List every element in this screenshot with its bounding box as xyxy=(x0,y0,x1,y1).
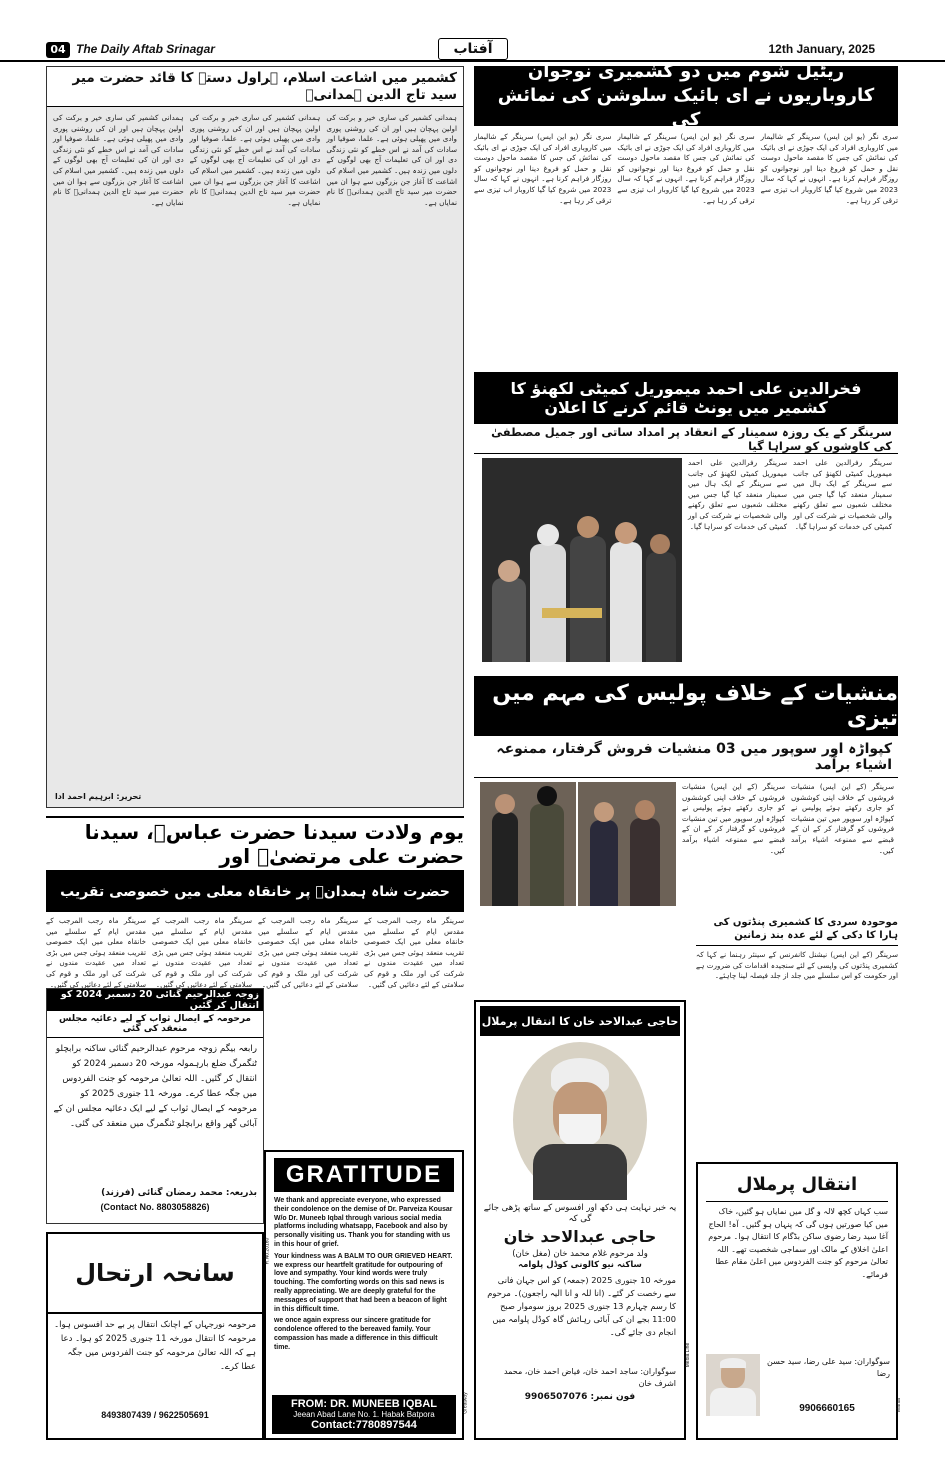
article-ebike-column-1: سری نگر (یو این ایس) سرینگر کے شالیمار میں کاروباری افراد کی ایک جوڑی نے ای بائیک کی نمائش کی جس کا مقصد ماحول دوست نقل و حمل کو فروغ دینا اور نوجوانوں کو روزگار فراہم کرنا ہے۔ انہوں نے کہا کہ سال 2023 میں شروع کیا گیا کاروبار اب تیزی سے ترقی کر رہا ہے۔ xyxy=(760,132,898,205)
obit-rizvi-title: انتقال پرملال xyxy=(706,1164,888,1202)
paper-name: The Daily Aftab Srinagar xyxy=(76,42,215,56)
article-memorial-column-1: سرینگر رفرالدین علی احمد میموریل کمیٹی لکھنؤ کی جانب سے سرینگر کے ایک ہال میں سمینار منعقد کیا گیا جس میں مختلف شعبوں سے تعلق رکھنے والی شخصیات نے شرکت کی اور کمیٹی کی خدمات کو سراہا گیا۔ xyxy=(793,458,892,531)
article-khanqah-column-1: سرینگر ماہ رجب المرجب کے مقدس ایام کے سلسلے میں خانقاہ معلی میں ایک خصوصی تقریب منعقد ہوئی جس میں بڑی تعداد میں عقیدت مندوں نے شرکت کی اور ملک و قوم کی سلامتی کے لئے دعائیں کی گئیں۔ xyxy=(364,916,464,989)
obit-rabia-subtitle: مرحومہ کے ایصال ثواب کے لیے دعائیہ مجلس منعقد کی گئی xyxy=(47,1011,263,1038)
gratitude-code: R.No.20160 xyxy=(264,1237,271,1265)
gratitude-text xyxy=(266,1192,462,1353)
obit-rizvi-side-mark: Marsa xyxy=(896,1398,903,1412)
obit-sanha xyxy=(46,1232,264,1440)
article-khanqah-column-3: سرینگر ماہ رجب المرجب کے مقدس ایام کے سلسلے میں خانقاہ معلی میں ایک خصوصی تقریب منعقد ہوئی جس میں بڑی تعداد میں عقیدت مندوں نے شرکت کی اور ملک و قوم کی سلامتی کے لئے دعائیں کی گئیں۔ xyxy=(152,916,252,989)
obit-sanha-phones: 8493807439 / 9622505691 xyxy=(101,1410,209,1420)
article-memorial xyxy=(474,372,898,668)
gratitude-contact: Contact:7780897544 xyxy=(311,1419,417,1431)
article-drugs-column-1: سرینگر (کے این ایس) منشیات فروشوں کے خلاف اپنی کوششوں کو جاری رکھتے ہوئے پولیس نے کپواڑہ اور سوپور میں تین منشیات فروشوں کو گرفتار کر کے ان کے قبضے سے ممنوعہ اشیاء برآمد کیں۔ xyxy=(791,782,894,855)
gratitude-from: FROM: DR. MUNEEB IQBAL xyxy=(290,1398,438,1410)
article-drugs xyxy=(474,676,898,906)
article-ebike-title: ریٹیل شوم میں دو کشمیری نوجوان کاروباریوں نے ای بائیک سلوشن کی نمائش کی xyxy=(474,66,898,126)
obit-rizvi-body: سب کہاں کچھ لالہ و گل میں نمایاں ہو گئیں، خاک میں کیا صورتیں ہوں گی کہ پنہاں ہو گئیں۔ آہ! الحاج آغا سید رضا رضوی ساکن بڈگام کا انتقال ہوا۔ مرحوم اعلیٰ اخلاق کے مالک اور سماجی شخصیت تھے۔ اللہ تعالیٰ مرحوم کو جنت الفردوس میں اعلیٰ مقام عطا فرمائے۔ xyxy=(708,1207,888,1279)
article-memorial-title: فخرالدین علی احمد میموریل کمیٹی لکھنؤ کا کشمیر میں یونٹ قائم کرنے کا اعلان xyxy=(474,372,898,424)
obit-sanha-title: سانحہ ارتحال xyxy=(48,1234,262,1314)
deceased-portrait xyxy=(513,1042,647,1198)
article-ebike-columns xyxy=(474,126,898,362)
article-khanqah-column-2: سرینگر ماہ رجب المرجب کے مقدس ایام کے سلسلے میں خانقاہ معلی میں ایک خصوصی تقریب منعقد ہوئی جس میں بڑی تعداد میں عقیدت مندوں نے شرکت کی اور ملک و قوم کی سلامتی کے لئے دعائیں کی گئیں۔ xyxy=(258,916,358,989)
obit-abdul-ahad-intro: یہ خبر نہایت ہی دکھ اور افسوس کے ساتھ پڑھی جائے گی کہ xyxy=(483,1203,677,1224)
obit-rizvi-phone: 9906660165 xyxy=(799,1403,855,1414)
page-number: 04 xyxy=(46,42,70,58)
obit-sanha-body: مرحومہ نورجہاں کے اچانک انتقال پر بے حد افسوس ہوا۔ مرحومہ کا انتقال مورخہ 11 جنوری 2025 کو ہوا۔ دعا ہے کہ اللہ تعالیٰ مرحومہ کو جنت الفردوس میں جگہ عطا کرے۔ xyxy=(54,1320,256,1372)
deceased-portrait-rizvi xyxy=(706,1354,760,1416)
obit-abdul-ahad-phone: فون نمبر: 9906507076 xyxy=(524,1392,636,1402)
article-pandits-title: موحودہ سردی کا کشمیری پنڈتوں کی ہارا کا دکی کے لئے عدہ بند زمانین xyxy=(696,916,898,946)
article-khanqah-title: یوم ولادت سیدنا حضرت عباسؓ، سیدنا حضرت علی مرتضیٰؓ اور xyxy=(46,816,464,872)
article-memorial-columns xyxy=(688,458,892,662)
gratitude-paragraph-1: We thank and appreciate everyone, who expressed their condolence on the demise of Dr. Parveiza Kousar W/o Dr. Muneeb Iqbal through various social media platforms including whatsapp, Facebook and also by personally visiting us. Thank you for standing with us in this hour of grief. xyxy=(274,1197,453,1248)
article-drugs-body xyxy=(474,782,898,906)
issue-date: 12th January, 2025 xyxy=(768,42,875,56)
article-khanqah-column-4: سرینگر ماہ رجب المرجب کے مقدس ایام کے سلسلے میں خانقاہ معلی میں ایک خصوصی تقریب منعقد ہوئی جس میں بڑی تعداد میں عقیدت مندوں نے شرکت کی اور ملک و قوم کی سلامتی کے لئے دعائیں کی گئیں۔ xyxy=(46,916,146,989)
obit-rabia-title: زوجہ عبدالرحیم گنائی 20 دسمبر 2024 کو انتقال کر گئیں xyxy=(47,989,263,1011)
article-pandits xyxy=(696,916,898,1154)
article-memorial-column-2: سرینگر رفرالدین علی احمد میموریل کمیٹی لکھنؤ کی جانب سے سرینگر کے ایک ہال میں سمینار منعقد کیا گیا جس میں مختلف شعبوں سے تعلق رکھنے والی شخصیات نے شرکت کی اور کمیٹی کی خدمات کو سراہا گیا۔ xyxy=(688,458,787,531)
article-ebike-column-3: سری نگر (یو این ایس) سرینگر کے شالیمار میں کاروباری افراد کی ایک جوڑی نے ای بائیک کی نمائش کی جس کا مقصد ماحول دوست نقل و حمل کو فروغ دینا اور نوجوانوں کو روزگار فراہم کرنا ہے۔ انہوں نے کہا کہ سال 2023 میں شروع کیا گیا کاروبار اب تیزی سے ترقی کر رہا ہے۔ xyxy=(474,132,612,205)
article-drugs-column-2: سرینگر (کے این ایس) منشیات فروشوں کے خلاف اپنی کوششوں کو جاری رکھتے ہوئے پولیس نے کپواڑہ اور سوپور میں تین منشیات فروشوں کو گرفتار کر کے ان کے قبضے سے ممنوعہ اشیاء برآمد کیں۔ xyxy=(682,782,785,855)
gratitude-footer xyxy=(272,1395,456,1434)
gratitude-side-mark: Greatway xyxy=(462,1392,469,1414)
obit-abdul-ahad-title: حاجی عبدالاحد خان کا انتقال پرملال xyxy=(480,1006,680,1036)
feature-column-3: ہمدانی کشمیر کی ساری خیر و برکت کی اولین پہچان ہیں اور ان کی روشنی پوری وادی میں پھیلی ہوئی ہے۔ علما، صوفیا اور سادات کی آمد نے اس خطے کو نئی زندگی دی اور ان کی تعلیمات آج بھی لوگوں کے دلوں میں زندہ ہیں۔ کشمیر میں اسلام کی اشاعت کا آغاز جن بزرگوں سے ہوا ان میں حضرت میر سید تاج الدین ہمدانیؒ کا نام نمایاں ہے۔ xyxy=(52,113,184,207)
feature-article xyxy=(46,66,464,808)
obit-rabia xyxy=(46,988,264,1224)
article-ebike-column-2: سری نگر (یو این ایس) سرینگر کے شالیمار میں کاروباری افراد کی ایک جوڑی نے ای بائیک کی نمائش کی جس کا مقصد ماحول دوست نقل و حمل کو فروغ دینا اور نوجوانوں کو روزگار فراہم کرنا ہے۔ انہوں نے کہا کہ سال 2023 میں شروع کیا گیا کاروبار اب تیزی سے ترقی کر رہا ہے۔ xyxy=(617,132,755,205)
feature-columns xyxy=(47,107,463,799)
obit-rabia-body: رابعہ بیگم زوجہ مرحوم عبدالرحیم گنائی ساکنہ برابچلو ٹنگمرگ ضلع بارہمولہ مورخہ 20 دسمبر 2024 کو انتقال کر گئیں۔ اللہ تعالیٰ مرحومہ کو جنت الفردوس میں جگہ عطا کرے۔ مورخہ 11 جنوری 2025 کو مرحومہ کے ایصال ثواب کے لیے ایک دعائیہ مجلس ان کے آبائی گھر واقع برابچلو ٹنگمرگ میں منعقد کی گئی۔ xyxy=(53,1044,257,1129)
article-drugs-columns xyxy=(682,782,894,906)
masthead xyxy=(0,0,945,62)
gratitude-paragraph-2: Your kindness was A BALM TO OUR GRIEVED HEART. we express our heartfelt gratitude for outpouring of love and sympathy. Your kind words were truly touching. The comforting words on this sad news is really appreciating. We are deeply grateful for the messages of support that had been a beacon of light in this difficult time. xyxy=(274,1252,453,1313)
gratitude-title: GRATITUDE xyxy=(274,1158,454,1192)
obit-abdul-ahad-name: حاجی عبدالاحد خان xyxy=(503,1227,657,1246)
obit-rizvi-family: سوگواران: سید علی رضا، سید حسن رضا xyxy=(767,1357,890,1378)
seminar-photo xyxy=(482,458,682,662)
feature-title: کشمیر میں اشاعت اسلام، ہراول دستے کا قائد حضرت میر سید تاج الدین ہمدانیؒ xyxy=(47,67,463,107)
feature-byline: تحریر: ابرہیم احمد ادا xyxy=(55,792,142,801)
obit-rizvi-bottom xyxy=(698,1352,896,1418)
obit-rizvi xyxy=(696,1162,903,1440)
article-memorial-subtitle: سرینگر کے یک روزہ سمینار کے انعقاد پر امداد ساتی اور جمیل مصطفیٰ کی کاوشوں کو سراہا گیا xyxy=(474,424,898,454)
article-drugs-subtitle: کپواڑہ اور سوپور میں 03 منشیات فروش گرفتار، ممنوعہ اشیاء برآمد xyxy=(474,736,898,778)
gratitude-ad xyxy=(264,1150,469,1440)
article-memorial-body xyxy=(474,458,898,666)
article-khanqah-columns xyxy=(46,912,464,989)
obit-rabia-by: بذریعہ: محمد رمضان گنائی (فرزند) xyxy=(101,1188,257,1198)
article-ebike xyxy=(474,61,898,366)
article-khanqah xyxy=(46,816,464,989)
obit-abdul-ahad-address: ساکنہ نیو کالونی کوڈل پلوامہ xyxy=(518,1260,642,1270)
feature-column-1: ہمدانی کشمیر کی ساری خیر و برکت کی اولین پہچان ہیں اور ان کی روشنی پوری وادی میں پھیلی ہوئی ہے۔ علما، صوفیا اور سادات کی آمد نے اس خطے کو نئی زندگی دی اور ان کی تعلیمات آج بھی لوگوں کے دلوں میں زندہ ہیں۔ کشمیر میں اسلام کی اشاعت کا آغاز جن بزرگوں سے ہوا ان میں حضرت میر سید تاج الدین ہمدانیؒ کا نام نمایاں ہے۔ xyxy=(326,113,457,207)
article-khanqah-subtitle: حضرت شاہ ہمدانؒ پر خانقاہ معلی میں خصوصی تقریب xyxy=(46,872,464,912)
article-pandits-body: سرینگر (کے این ایس) نیشنل کانفرنس کے سینئر رہنما نے کہا کہ کشمیری پنڈتوں کی واپسی کے لئے سنجیدہ اقدامات کی ضرورت ہے اور حکومت کو اس سلسلے میں جلد از جلد فیصلہ لینا چاہئے۔ xyxy=(696,950,898,981)
obit-abdul-ahad-side-mark: Media Line xyxy=(684,1342,691,1368)
feature-column-2: ہمدانی کشمیر کی ساری خیر و برکت کی اولین پہچان ہیں اور ان کی روشنی پوری وادی میں پھیلی ہوئی ہے۔ علما، صوفیا اور سادات کی آمد نے اس خطے کو نئی زندگی دی اور ان کی تعلیمات آج بھی لوگوں کے دلوں میں زندہ ہیں۔ کشمیر میں اسلام کی اشاعت کا آغاز جن بزرگوں سے ہوا ان میں حضرت میر سید تاج الدین ہمدانیؒ کا نام نمایاں ہے۔ xyxy=(189,113,321,207)
obit-abdul-ahad-family: سوگواران: ساجد احمد خان، فیاض احمد خان، محمد اشرف خان xyxy=(503,1367,676,1388)
obit-rabia-contact: (Contact No. 8803058826) xyxy=(100,1202,210,1212)
obit-abdul-ahad-parent: ولد مرحوم غلام محمد خان (مغل خان) xyxy=(512,1249,648,1259)
article-drugs-title: منشیات کے خلاف پولیس کی مہم میں تیزی xyxy=(474,676,898,736)
arrest-photo xyxy=(480,782,676,906)
gratitude-address: Jeean Abad Lane No. 1. Habak Batpora xyxy=(293,1410,435,1419)
newspaper-logo: آفتاب xyxy=(438,38,508,60)
obit-abdul-ahad xyxy=(474,1000,691,1440)
gratitude-paragraph-3: we once again express our sincere gratitude for condolence offered to the bereaved family. Your compassion has made a difference in this difficult time. xyxy=(274,1317,438,1351)
obit-abdul-ahad-body: مورخہ 10 جنوری 2025 (جمعہ) کو اس جہان فانی سے رخصت کر گئے۔ (انا للہ و انا الیہ راجعون)۔ مرحوم کا رسم چہارم 13 جنوری 2025 بروز سوموار صبح 11:00 بجے ان کی آبائی رہائش گاہ کوڈل پلوامہ میں انجام دی جائے گی۔ xyxy=(487,1275,676,1337)
